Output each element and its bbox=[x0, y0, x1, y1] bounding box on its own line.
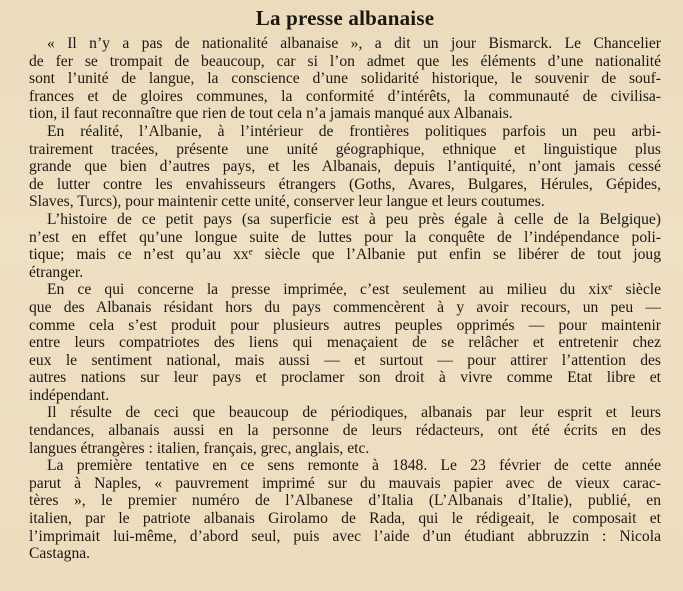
text-line: parut à Naples, « pauvrement imprimé sur du mauvais papier avec de vieux carac- bbox=[29, 474, 661, 492]
text-line: Slaves, Turcs), pour maintenir cette unité, conserver leur langue et leurs coutumes. bbox=[29, 193, 545, 211]
text-line: langues étrangères : italien, français, grec, anglais, etc. bbox=[29, 439, 370, 457]
text-line: tion, il faut reconnaître que rien de tout cela n’a jamais manqué aux Albanais. bbox=[29, 105, 513, 123]
article-body bbox=[29, 35, 661, 563]
text-line: L’histoire de ce petit pays (sa superficie est à peu près égale à celle de la Belgique) bbox=[47, 210, 661, 228]
text-line: de fer se trompait de beaucoup, car si l’on admet que les éléments d’une nationalité bbox=[29, 52, 661, 70]
text-line: italien, par le patriote albanais Girolamo de Rada, qui le rédigeait, le composait et bbox=[29, 510, 661, 528]
text-line: En ce qui concerne la presse imprimée, c’est seulement au milieu du xixᵉ siècle bbox=[47, 281, 661, 299]
text-line: Il résulte de ceci que beaucoup de périodiques, albanais par leur esprit et leurs bbox=[47, 404, 661, 422]
text-line: sont l’unité de langue, la conscience d’une solidarité historique, le souvenir de souf- bbox=[29, 70, 661, 88]
text-line: « Il n’y a pas de nationalité albanaise », a dit un jour Bismarck. Le Chancelier bbox=[47, 35, 661, 52]
text-line: tères », le premier numéro de l’Albanese d’Italia (L’Albanais d’Italie), publié, en bbox=[29, 492, 661, 510]
text-line: eux le sentiment national, mais aussi — et surtout — pour attirer l’attention des bbox=[29, 351, 661, 369]
text-line: trairement tracées, présente une unité géographique, ethnique et linguistique plus bbox=[29, 140, 661, 158]
text-line: En réalité, l’Albanie, à l’intérieur de frontières politiques parfois un peu arbi- bbox=[47, 122, 661, 140]
text-line: tique; mais ce n’est qu’au xxᵉ siècle que l’Albanie put enfin se libérer de tout joug bbox=[29, 246, 661, 264]
text-line: l’imprimait lui-même, d’abord seul, puis avec l’aide d’un étudiant abbruzzin : Nicola bbox=[29, 527, 661, 545]
text-line: indépendant. bbox=[29, 386, 110, 404]
text-line: de lutter contre les envahisseurs étrangers (Goths, Avares, Bulgares, Hérules, Gépides, bbox=[29, 175, 661, 193]
text-line: n’est en effet qu’une longue suite de luttes pour la conquête de l’indépendance poli- bbox=[29, 228, 661, 246]
text-line: entre leurs compatriotes des liens qui menaçaient de se relâcher et entretenir chez bbox=[29, 334, 661, 352]
text-line: comme cela s’est produit pour plusieurs autres peuples opprimés — pour maintenir bbox=[29, 316, 661, 334]
article-title: La presse albanaise bbox=[255, 6, 435, 30]
text-line: Castagna. bbox=[29, 545, 91, 563]
text-line: tendances, albanais aussi en la personne de leurs rédacteurs, ont été écrits en des bbox=[29, 422, 661, 440]
text-line: que des Albanais résidant hors du pays commencèrent à y avoir recours, un peu — bbox=[29, 298, 661, 316]
text-line: étranger. bbox=[29, 263, 84, 281]
text-line: grande que bien d’autres pays, et les Albanais, depuis l’antiquité, n’ont jamais cessé bbox=[29, 158, 661, 176]
text-line: frances et de gloires communes, la conformité d’intérêts, la communauté de civilisa- bbox=[29, 87, 661, 105]
text-line: La première tentative en ce sens remonte à 1848. Le 23 février de cette année bbox=[47, 457, 661, 475]
text-line: autres nations sur leur pays et proclamer son droit à vivre comme Etat libre et bbox=[29, 369, 661, 387]
